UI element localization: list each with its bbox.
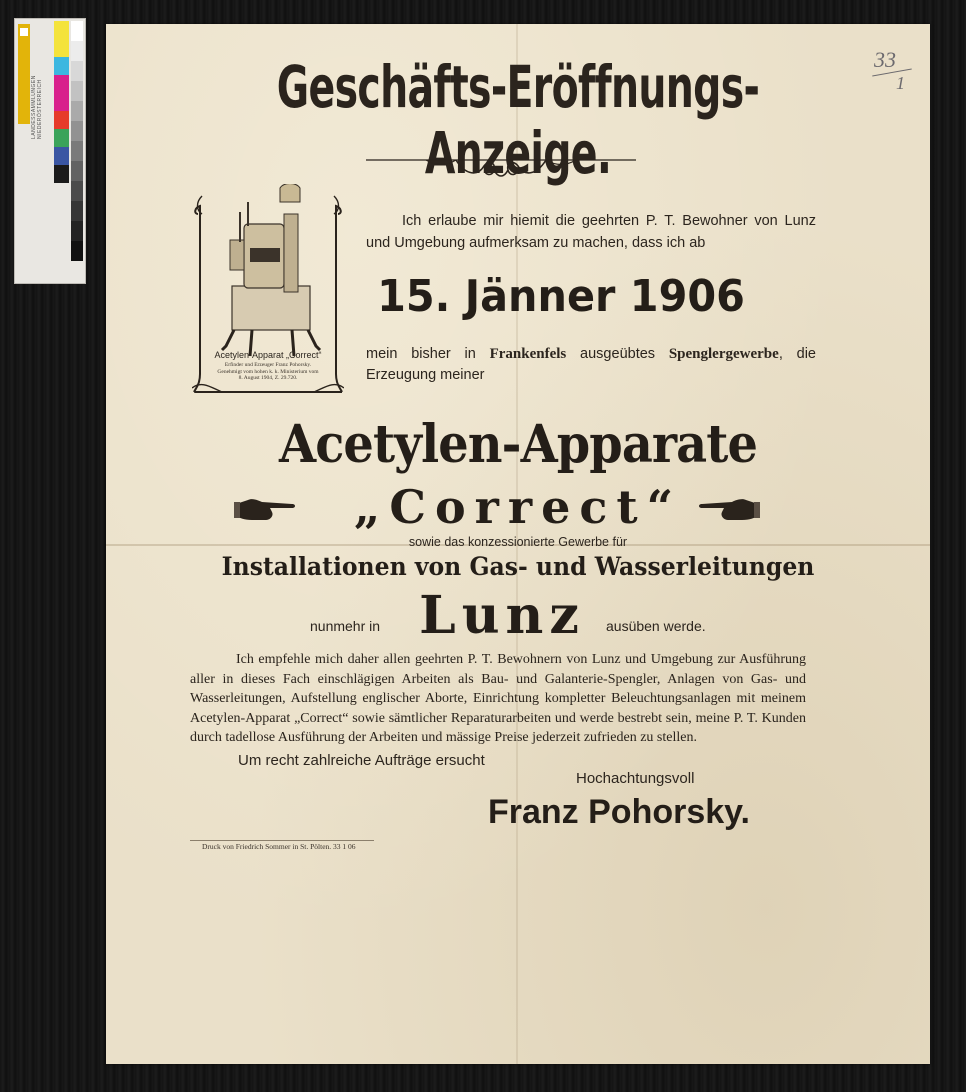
color-swatch — [54, 183, 69, 201]
installations-heading: Installationen von Gas- und Wasserleitungen — [221, 552, 815, 581]
illustration-caption-title: Acetylen-Apparat „Correct“ — [214, 350, 322, 360]
grey-step — [71, 241, 83, 261]
color-swatch — [54, 111, 69, 129]
request-line: Um recht zahlreiche Aufträge ersucht — [238, 752, 485, 769]
grey-step — [71, 161, 83, 181]
pencil-number: 33 — [874, 47, 896, 72]
grey-step — [71, 61, 83, 81]
ausueben-text: ausüben werde. — [606, 618, 706, 634]
color-swatch — [54, 165, 69, 183]
color-swatch — [54, 57, 69, 75]
previous-location: Frankenfels — [489, 346, 567, 362]
town-name: Lunz — [419, 585, 585, 646]
trade-subline: sowie das konzessionierte Gewerbe für — [408, 535, 628, 549]
printer-imprint: Druck von Friedrich Sommer in St. Pölten. 33 1 06 — [202, 842, 356, 851]
closing-salutation: Hochachtungsvoll — [576, 770, 695, 787]
product-heading: Acetylen-Apparate — [279, 414, 757, 475]
signature-name: Franz Pohorsky. — [488, 793, 750, 831]
pencil-denominator: 1 — [896, 73, 905, 93]
color-swatch — [54, 237, 69, 255]
poster-title: Geschäfts-Eröffnungs-Anzeige. — [276, 53, 760, 187]
color-swatch — [54, 147, 69, 165]
color-swatch — [54, 75, 69, 93]
printer-rule — [190, 840, 374, 841]
trade-name: Spenglergewerbe — [668, 346, 779, 362]
color-calibration-strip — [14, 18, 86, 284]
brand-name: „Correct“ — [353, 480, 683, 534]
pointing-hand-left-icon — [698, 494, 760, 524]
grey-step — [71, 201, 83, 221]
archive-pencil-note — [874, 47, 924, 93]
color-swatch — [54, 93, 69, 111]
opening-date: 15. Jänner 1906 — [377, 271, 745, 322]
calibration-label: LANDESSAMMLUNGEN NIEDERÖSTERREICH — [31, 75, 43, 139]
museum-logo — [18, 24, 30, 124]
intro-text: Ich erlaube mir hiemit die geehrten P. T. Bewohner von Lunz und Umgebung aufmerksam zu machen, dass ich ab — [366, 213, 816, 251]
nunmehr-text: nunmehr in — [310, 618, 381, 634]
grey-step — [71, 81, 83, 101]
grey-step — [71, 101, 83, 121]
color-swatch — [54, 21, 69, 39]
grey-scale — [71, 21, 83, 261]
grey-step — [71, 21, 83, 41]
grey-step — [71, 121, 83, 141]
illustration-caption: Erfinder und Erzeuger Franz Pohorsky. Genehmigt vom hohen k. k. Ministerium vom 8. August 1904, Z. 29.720. — [217, 362, 319, 381]
color-swatch — [54, 219, 69, 237]
grey-step — [71, 221, 83, 241]
color-swatch — [54, 39, 69, 57]
poster-sheet — [106, 24, 930, 1064]
color-swatches — [54, 21, 69, 255]
color-swatch — [54, 201, 69, 219]
intro-text-continued: mein bisher in Frankenfels ausgeübtes Spenglergewerbe, die Erzeugung meiner — [366, 346, 816, 383]
ornament-divider-icon — [366, 152, 636, 184]
body-paragraph: Ich empfehle mich daher allen geehrten P. T. Bewohnern von Lunz und Umgebung zur Ausführung aller in dieses Fach einschlägigen Arbeiten als Bau- und Galanterie-Spengler, Anlagen von Gas- und Wasserleitungen, Aufstellung englischer Aborte, Einrichtung kompletter Beleuchtungsanlagen mit meinem Acetylen-Apparat „Correct“ sowie sämtlicher Reparaturarbeiten und werde bestrebt sein, meine P. T. Kunden durch tadellose Ausführung der Arbeiten und mässige Preise jederzeit zufrieden zu stellen. — [190, 652, 806, 745]
color-swatch — [54, 129, 69, 147]
grey-step — [71, 181, 83, 201]
grey-step — [71, 141, 83, 161]
grey-step — [71, 41, 83, 61]
